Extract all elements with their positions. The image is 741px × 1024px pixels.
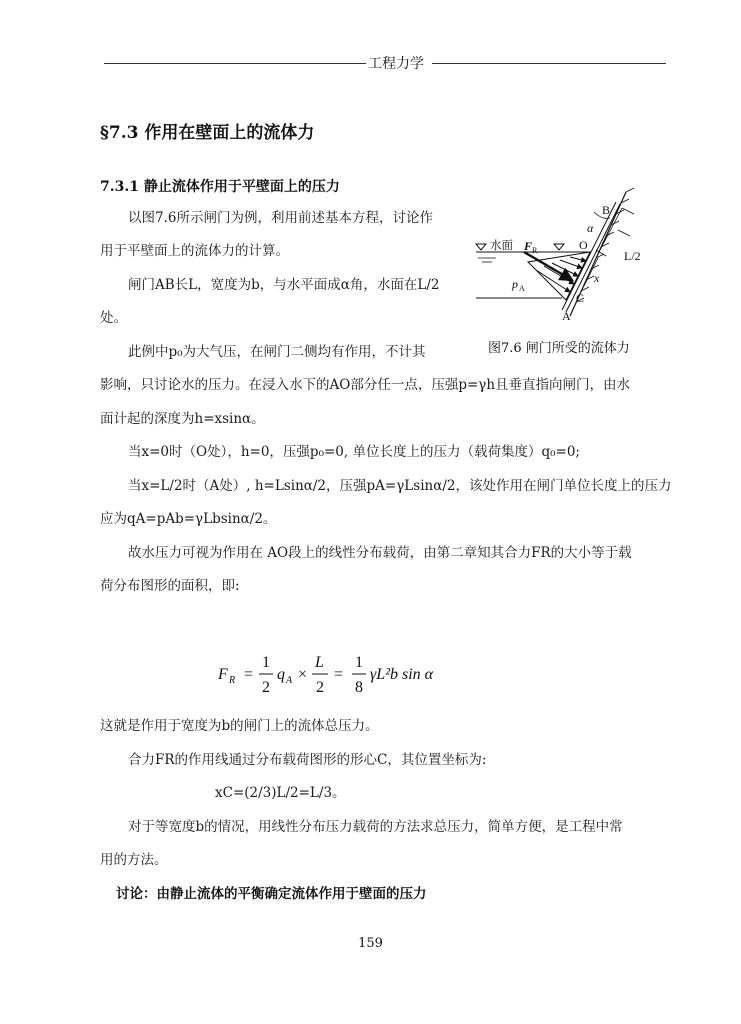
resultant-force-formula xyxy=(218,650,458,698)
label-B: B xyxy=(602,203,611,217)
subsection-title: 7.3.1 静止流体作用于平壁面上的压力 xyxy=(100,179,340,195)
formula-q-sub: A xyxy=(286,675,293,686)
paragraph-line: 处。 xyxy=(100,310,127,326)
figure-caption: 图7.6 闸门所受的流体力 xyxy=(488,341,630,356)
formula-lhs-sub: R xyxy=(229,675,236,686)
section-title: §7.3 作用在壁面上的流体力 xyxy=(100,123,315,143)
frac1-den: 2 xyxy=(262,679,270,696)
paragraph-line: 影响，只讨论水的压力。在浸入水下的AO部分任一点，压强p=γh且垂直指向闸门，由水 xyxy=(100,377,631,393)
paragraph-line: 用的方法。 xyxy=(100,852,168,868)
water-level-icon xyxy=(476,244,486,250)
formula-tail: γL²b sin α xyxy=(370,666,434,683)
formula-equals-2: = xyxy=(334,666,344,683)
label-pA-sub: A xyxy=(519,284,525,293)
label-alpha: α xyxy=(587,221,594,235)
paragraph-line: 当x=0时（O处），h=0，压强p₀=0, 单位长度上的压力（载荷集度）q₀=0; xyxy=(128,444,580,460)
page-number: 159 xyxy=(358,936,383,951)
paragraph-line: 合力FR的作用线通过分布载荷图形的形心C，其位置坐标为: xyxy=(128,752,487,768)
label-O: O xyxy=(579,238,588,252)
frac3-num: 1 xyxy=(355,654,363,671)
label-pA: p xyxy=(512,277,518,291)
paragraph-line: 对于等宽度b的情况，用线性分布压力载荷的方法求总压力，简单方便，是工程中常 xyxy=(128,819,623,835)
gate-diagram xyxy=(466,186,686,326)
paragraph-line: xC=(2/3)L/2=L/3。 xyxy=(215,785,346,801)
formula-equals-1: = xyxy=(244,666,254,683)
formula-q: q xyxy=(277,666,285,683)
paragraph-line: 闸门AB长L，宽度为b，与水平面成α角，水面在L/2 xyxy=(128,277,440,293)
frac2-num: L xyxy=(315,654,324,671)
label-C: C xyxy=(576,291,585,305)
frac2-den: 2 xyxy=(316,679,324,696)
frac3-den: 8 xyxy=(355,679,363,696)
header-rule-right xyxy=(432,63,666,64)
water-level-icon xyxy=(554,244,564,250)
paragraph-line: 面计起的深度为h=xsinα。 xyxy=(100,411,265,427)
label-FR: F xyxy=(524,239,533,253)
paragraph-line: 用于平壁面上的流体力的计算。 xyxy=(100,243,289,259)
paragraph-line: 应为qA=pAb=γLbsinα/2。 xyxy=(100,511,277,527)
formula-times: × xyxy=(298,666,308,683)
label-A: A xyxy=(562,309,571,323)
paragraph-line: 当x=L/2时（A处）, h=Lsinα/2，压强pA=γLsinα/2，该处作用在闸门单位长度上的压力 xyxy=(128,478,672,494)
label-half-length: L/2 xyxy=(624,249,641,263)
formula-lhs: F xyxy=(218,666,228,683)
label-FR-sub: R xyxy=(532,246,538,255)
paragraph-line: 此例中p₀为大气压，在闸门二侧均有作用，不计其 xyxy=(128,344,426,360)
paragraph-line: 以图7.6所示闸门为例，利用前述基本方程，讨论作 xyxy=(128,210,433,226)
discussion-heading: 讨论：由静止流体的平衡确定流体作用于壁面的压力 xyxy=(116,886,427,902)
paragraph-line: 故水压力可视为作用在 AO段上的线性分布载荷，由第二章知其合力FR的大小等于载 xyxy=(128,545,632,561)
header-rule-left xyxy=(104,63,366,64)
paragraph-line: 荷分布图形的面积，即: xyxy=(100,578,240,594)
header-title: 工程力学 xyxy=(368,56,424,72)
label-water-surface: 水面 xyxy=(490,238,513,252)
frac1-num: 1 xyxy=(262,654,270,671)
paragraph-line: 这就是作用于宽度为b的闸门上的流体总压力。 xyxy=(100,718,379,734)
label-x: x xyxy=(594,271,600,285)
